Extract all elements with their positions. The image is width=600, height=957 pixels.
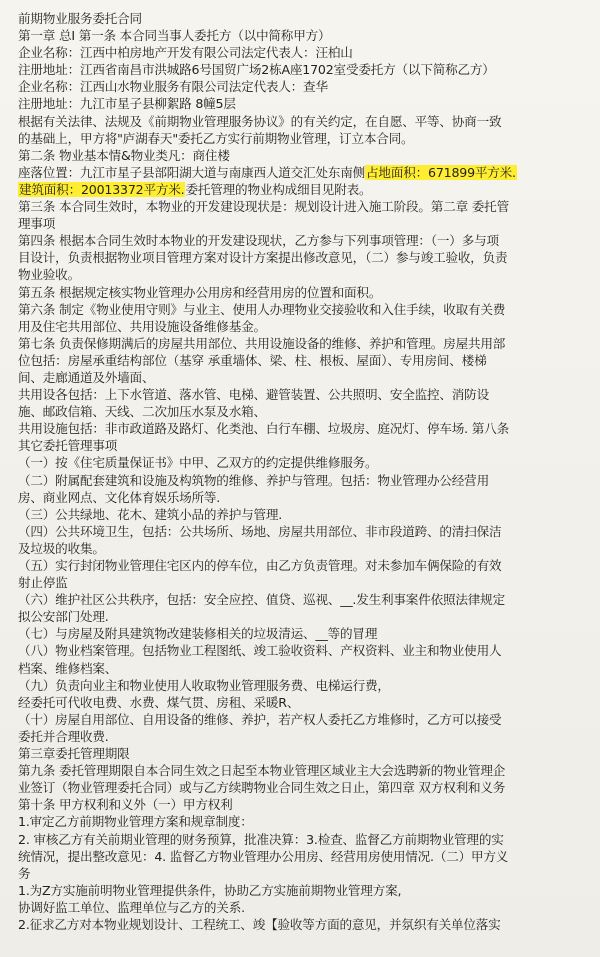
- text-line: 其它委托管理事项: [18, 438, 118, 454]
- text-line: 目设计，负责根据物业项目管理方案对设计方案提出修改意见，（二）参与竣工验收，负责: [18, 250, 508, 266]
- text-line: 根据有关法律、法规及《前期物业管理服务协议》的有关约定，在自愿、平等、协商一致: [18, 113, 502, 129]
- text-line: （八）物业档案管理。包括物业工程图纸、竣工验收资料、产权资料、业主和物业使用人: [18, 643, 502, 659]
- text-line: 射止停监: [18, 575, 68, 591]
- text-line: 1.为Z方实施前明物业管理提供条件，协助乙方实施前期物业管理方案,: [18, 882, 402, 898]
- text-line: 注册地址：九江市星子县柳絮路 8幢5层: [18, 96, 236, 112]
- location-line: [18, 164, 586, 181]
- text-line: （五）实行封闭物业管理住宅区内的停车位，由乙方负责管理。对未参加车俩保险的有效: [18, 558, 502, 573]
- text-line: （三）公共绿地、花木、建筑小品的养护与管理.: [18, 506, 283, 522]
- text-line: 经委托可代收电费、水费、煤气贯、房租、采暖R、: [18, 694, 300, 710]
- text-line: 的基础上，甲方将"庐湖春天"委托乙方实行前期物业管理，订立本合同。: [18, 130, 414, 146]
- text-line: 第七条 负责保修期满后的房屋共用部位、共用设施设备的维修、养护和管理。房屋共用部: [18, 335, 506, 351]
- text-line: 1.审定乙方前期物业管理方案和规章制度：: [18, 814, 253, 830]
- text-line: 房、商业网点、文化体育娱乐场所等.: [18, 489, 221, 505]
- text-line: （六）维护社区公共秩序，包括：安全应控、值贷、巡视、__.发生利事案件依照法律规定: [18, 592, 505, 608]
- text-line: 第九条 委托管理期限自本合同生效之日起至本物业管理区域业主大会选聘新的物业管理企: [18, 763, 506, 779]
- text-line: 第四条 根据本合同生效时本物业的开发建设现状，乙方参与下列事项管理：（一）多与项: [18, 233, 499, 249]
- building-area-highlight: 建筑面积：20013372平方米.: [19, 181, 185, 197]
- text-line: （七）与房屋及附具建筑物改建装修相关的垃圾清运、__等的冒理: [18, 626, 378, 642]
- text-line: 及垃圾的收集。: [18, 540, 105, 556]
- text-line: 注册地址：江西省南昌市洪城路6号国贸广场2栋A座1702室受委托方（以下简称乙方）: [18, 62, 495, 78]
- text-line: 共用设施包括：非市政道路及路灯、化类池、白行车棚、垃圾房、庭况灯、停车场. 第八条: [18, 421, 509, 437]
- text-line: 施、邮政信箱、天线、二次加压水泵及水箱、: [18, 404, 266, 420]
- building-area-tail: 委托管理的物业构成细目见附表。: [185, 181, 372, 197]
- text-line: 第十条 甲方权利和义外（一）甲方权利: [18, 797, 233, 813]
- text-line: 理事项: [18, 216, 56, 232]
- text-line: 用及住宅共用部位、共用设施设备维修基金。: [18, 318, 266, 334]
- building-area-line: [18, 181, 586, 198]
- text-line: 企业名称：江西中柏房地产开发有限公司法定代表人：汪柏山: [18, 45, 353, 61]
- text-line: 第五条 根据规定核实物业管理办公用房和经营用房的位置和面积。: [18, 284, 382, 300]
- text-line: 第三章委托管理期限: [18, 746, 130, 762]
- text-line: 委托并合理收费.: [18, 728, 109, 744]
- text-line: 档案、维修档案、: [18, 660, 118, 676]
- text-line: （十）房屋自用部位、自用设备的维修、养护，若产权人委托乙方堆修时，乙方可以接受: [18, 711, 502, 727]
- text-line: 拟公安部门处理.: [18, 609, 109, 625]
- location-text: 座落位置：九江市星子县部阳湖大道与南康西人道交汇处东南侧: [18, 164, 366, 180]
- text-line: 协调好监工单位、监理单位与乙方的关系.: [18, 899, 245, 915]
- text-line: 第六条 制定《物业使用守则》与业主、使用人办理物业交接验收和入住手续，收取有关费: [18, 301, 506, 317]
- text-line: 2. 审核乙方有关前期业管理的财务预算，批准决算：3.检查、监督乙方前期物业管理的实: [18, 831, 504, 847]
- contract-title: 前期物业服务委托合同: [18, 11, 142, 26]
- text-line: 业签订（物业管理委托合同）或与乙方续聘物业合同生效之日止，第四章 双方权利和义务: [18, 780, 506, 796]
- text-line: 务: [18, 865, 31, 881]
- text-line: 物业验收。: [18, 267, 80, 283]
- land-area-highlight: 占地面积：671899平方米.: [366, 164, 516, 180]
- text-line: 2.征求乙方对本物业规划设计、工程统工、竣【验收等方面的意见，并氛织有关单位落实: [18, 916, 501, 932]
- text-line: 企业名称：江西山水物业服务有限公司法定代表人：查华: [18, 79, 328, 95]
- text-line: 第三条 本合同生效时，本物业的开发建设现状是：规划设计进入施工阶段。第二章 委托管: [18, 199, 509, 215]
- text-line: 统情况，提出整改意见：4. 监督乙方物业管理办公用房、经营用房使用情况.（二）甲方义: [18, 848, 509, 864]
- text-line: 间、走廊通道及外墙面、: [18, 369, 155, 385]
- text-line: （一）按《住宅质量保证书》中甲、乙双方的约定提供维修服务。: [18, 455, 378, 471]
- text-line: （九）负责向业主和物业使用人收取物业管理服务费、电梯运行费，: [18, 677, 390, 693]
- text-line: 位包括：房屋承重结构部位（基穿 承重墙体、梁、柱、根板、屋面）、专用房间、楼梯: [18, 352, 487, 368]
- text-line: 第二条 物业基本情&物业类凡：商住楼: [18, 147, 230, 163]
- contract-body: [18, 10, 586, 933]
- text-line: 共用设各包括：上下水管道、落水管、电梯、避管装置、公共照明、安全监控、消防设: [18, 387, 489, 403]
- text-line: （四）公共环境卫生，包括：公共场所、场地、房屋共用部位、非市段道跨、的清扫保洁: [18, 523, 502, 539]
- text-line: 第一章 总I 第一条 本合同当事人委托方（以中简称甲方）: [18, 28, 331, 44]
- text-line: （二）附属配套建筑和设施及构筑物的维修、养护与管理。包括：物业管理办公经营用: [18, 472, 489, 488]
